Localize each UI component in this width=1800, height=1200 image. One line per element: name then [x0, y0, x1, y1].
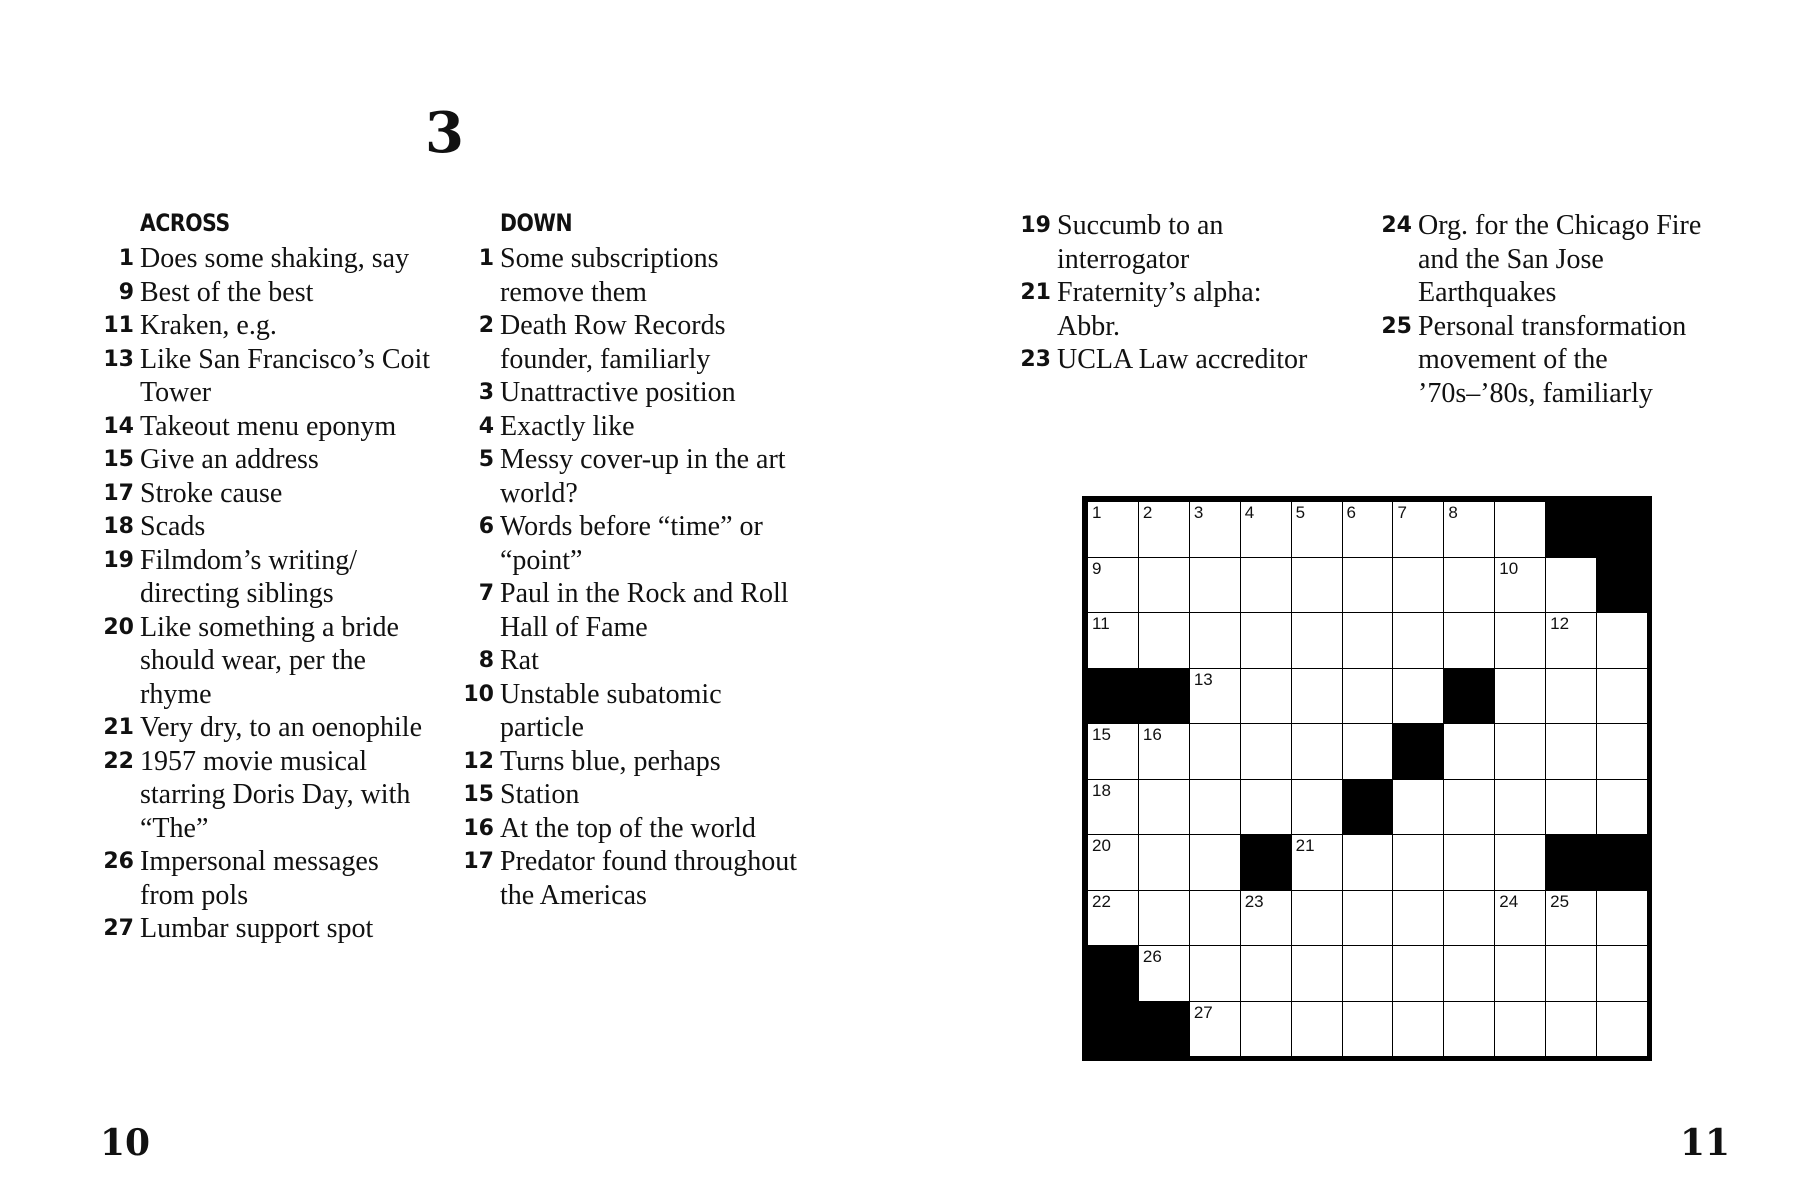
clue-text: Unattractive position: [500, 377, 736, 408]
clue-text: Turns blue, perhaps: [500, 745, 721, 777]
grid-cell[interactable]: [1545, 945, 1597, 1002]
cell-number: 26: [1142, 947, 1162, 966]
clue-item: [460, 745, 800, 779]
across-clues: [100, 208, 440, 946]
clue-text: At the top of the world: [500, 812, 756, 844]
clue-text: Does some shaking, say: [140, 243, 410, 274]
clue-number: 1: [118, 246, 134, 271]
grid-cell[interactable]: [1494, 501, 1546, 558]
grid-cell[interactable]: [1545, 1001, 1597, 1058]
grid-cell[interactable]: [1443, 612, 1495, 669]
clue-item: [460, 443, 800, 510]
clue-item: [1378, 310, 1718, 411]
page-number-left: 10: [100, 1122, 151, 1164]
grid-cell[interactable]: [1494, 945, 1546, 1002]
clue-text: 1957 movie musical starring Doris Day, with “The”: [140, 745, 411, 844]
clue-number: 9: [118, 279, 134, 305]
down-clues: [460, 208, 800, 912]
grid-cell[interactable]: [1138, 834, 1190, 891]
cell-number: 10: [1499, 558, 1519, 578]
clue-text: Kraken, e.g.: [140, 310, 277, 341]
grid-cell[interactable]: [1392, 668, 1444, 725]
clue-item: [100, 343, 440, 410]
cell-number: 18: [1092, 780, 1111, 800]
down-heading: DOWN: [500, 209, 573, 237]
clue-number: 21: [1020, 280, 1051, 305]
cell-number: 23: [1244, 891, 1264, 911]
grid-block: [1596, 557, 1648, 614]
grid-cell[interactable]: [1291, 945, 1343, 1002]
clue-item: [460, 309, 800, 376]
grid-block: [1596, 501, 1648, 558]
clue-text: Paul in the Rock and Roll Hall of Fame: [500, 578, 789, 643]
cell-number: 20: [1092, 836, 1111, 855]
clue-number: 8: [478, 648, 494, 673]
grid-cell[interactable]: [1342, 945, 1394, 1002]
clue-item: [1017, 276, 1317, 343]
grid-cell[interactable]: [1392, 890, 1444, 947]
grid-cell[interactable]: [1392, 501, 1444, 558]
clue-number: 22: [103, 748, 134, 774]
clue-number: 20: [103, 614, 134, 640]
grid-cell[interactable]: [1189, 723, 1241, 780]
grid-block: [1138, 668, 1190, 725]
clue-number: 17: [103, 480, 134, 506]
cell-number: 27: [1193, 1002, 1213, 1022]
grid-cell[interactable]: [1494, 1001, 1546, 1058]
grid-cell[interactable]: [1087, 557, 1139, 614]
grid-block: [1545, 834, 1597, 891]
grid-cell[interactable]: [1494, 557, 1546, 614]
grid-cell[interactable]: [1392, 779, 1444, 836]
clue-text: Personal transformation movement of the ’70s–’80s, familiarly: [1418, 310, 1687, 409]
clue-number: 14: [103, 413, 134, 439]
clue-text: Fraternity’s alpha: Abbr.: [1057, 277, 1262, 342]
grid-block: [1087, 945, 1139, 1002]
grid-cell[interactable]: [1087, 834, 1139, 891]
clue-number: 21: [103, 715, 134, 740]
clue-text: Succumb to an interrogator: [1057, 210, 1224, 275]
clue-item: [460, 644, 800, 678]
grid-cell[interactable]: [1596, 945, 1648, 1002]
grid-cell[interactable]: [1138, 557, 1190, 614]
grid-cell[interactable]: [1443, 945, 1495, 1002]
grid-cell[interactable]: [1138, 501, 1190, 558]
grid-cell[interactable]: [1443, 501, 1495, 558]
puzzle-number: 3: [425, 100, 464, 166]
clue-text: Takeout menu eponym: [140, 410, 397, 442]
grid-cell[interactable]: [1596, 779, 1648, 836]
grid-cell[interactable]: [1087, 723, 1139, 780]
clue-number: 19: [1020, 213, 1051, 238]
grid-block: [1392, 723, 1444, 780]
clue-text: Like something a bride should wear, per the rhyme: [140, 611, 399, 710]
clue-number: 16: [463, 815, 494, 841]
grid-cell[interactable]: [1138, 612, 1190, 669]
grid-cell[interactable]: [1291, 779, 1343, 836]
cell-number: 8: [1448, 503, 1458, 522]
clue-item: [460, 577, 800, 644]
clue-number: 15: [463, 782, 494, 807]
clue-text: Best of the best: [140, 276, 314, 308]
grid-cell[interactable]: [1596, 612, 1648, 669]
grid-cell[interactable]: [1342, 1001, 1394, 1058]
cell-number: 13: [1193, 669, 1213, 689]
grid-cell[interactable]: [1240, 668, 1292, 725]
grid-cell[interactable]: [1596, 723, 1648, 780]
clue-text: Death Row Records founder, familiarly: [500, 310, 726, 375]
grid-cell[interactable]: [1189, 1001, 1241, 1058]
grid-cell[interactable]: [1545, 890, 1597, 947]
grid-cell[interactable]: [1392, 834, 1444, 891]
clue-item: [100, 912, 440, 946]
grid-cell[interactable]: [1342, 612, 1394, 669]
grid-cell[interactable]: [1342, 723, 1394, 780]
grid-cell[interactable]: [1291, 557, 1343, 614]
grid-cell[interactable]: [1189, 945, 1241, 1002]
grid-cell[interactable]: [1342, 890, 1394, 947]
clue-item: [100, 443, 440, 477]
grid-cell[interactable]: [1494, 779, 1546, 836]
clue-item: [100, 745, 440, 846]
cell-number: 5: [1295, 503, 1306, 522]
grid-cell[interactable]: [1342, 501, 1394, 558]
grid-cell[interactable]: [1240, 1001, 1292, 1058]
clue-text: Lumbar support spot: [140, 913, 374, 944]
cell-number: 4: [1244, 503, 1255, 522]
cell-number: 1: [1092, 503, 1102, 522]
cell-number: 22: [1092, 891, 1111, 911]
grid-cell[interactable]: [1494, 834, 1546, 891]
grid-cell[interactable]: [1392, 945, 1444, 1002]
clue-number: 15: [103, 447, 134, 472]
clue-number: 25: [1381, 313, 1412, 339]
clue-text: Rat: [500, 645, 539, 676]
clue-number: 24: [1381, 213, 1412, 238]
clue-item: [460, 812, 800, 846]
clue-number: 7: [478, 581, 494, 606]
grid-cell[interactable]: [1545, 612, 1597, 669]
clue-item: [1017, 343, 1317, 377]
grid-block: [1342, 779, 1394, 836]
grid-cell[interactable]: [1240, 890, 1292, 947]
grid-cell[interactable]: [1087, 779, 1139, 836]
grid-cell[interactable]: [1596, 890, 1648, 947]
grid-cell[interactable]: [1189, 501, 1241, 558]
grid-cell[interactable]: [1138, 779, 1190, 836]
grid-block: [1443, 668, 1495, 725]
clue-number: 13: [103, 346, 134, 372]
clue-item: [460, 778, 800, 812]
grid-cell[interactable]: [1291, 1001, 1343, 1058]
grid-cell[interactable]: [1189, 890, 1241, 947]
clue-text: Scads: [140, 511, 206, 542]
grid-cell[interactable]: [1291, 668, 1343, 725]
clue-item: [100, 477, 440, 511]
clue-number: 18: [103, 514, 134, 539]
grid-block: [1138, 1001, 1190, 1058]
grid-cell[interactable]: [1291, 723, 1343, 780]
clue-item: [100, 242, 440, 276]
grid-cell[interactable]: [1545, 668, 1597, 725]
across-heading: ACROSS: [140, 209, 230, 237]
clue-number: 11: [103, 313, 134, 338]
grid-cell[interactable]: [1494, 890, 1546, 947]
clue-number: 10: [463, 681, 494, 707]
grid-cell[interactable]: [1342, 668, 1394, 725]
clue-number: 2: [478, 313, 494, 338]
clue-text: Like San Francisco’s Coit Tower: [140, 343, 431, 408]
clue-number: 17: [463, 849, 494, 874]
grid-cell[interactable]: [1596, 1001, 1648, 1058]
clue-text: Give an address: [140, 444, 319, 475]
clue-number: 12: [463, 748, 494, 774]
down-clues-continued-2: [1378, 209, 1718, 410]
crossword-grid: [1082, 496, 1652, 1061]
clue-text: Exactly like: [500, 410, 635, 442]
cell-number: 7: [1397, 503, 1407, 522]
grid-cell[interactable]: [1138, 945, 1190, 1002]
grid-cell[interactable]: [1087, 890, 1139, 947]
clue-number: 26: [103, 849, 134, 874]
clue-item: [100, 845, 440, 912]
clue-item: [100, 410, 440, 444]
grid-cell[interactable]: [1545, 557, 1597, 614]
grid-cell[interactable]: [1392, 1001, 1444, 1058]
clue-item: [460, 410, 800, 444]
grid-cell[interactable]: [1596, 668, 1648, 725]
clue-item: [460, 376, 800, 410]
cell-number: 12: [1550, 614, 1570, 633]
down-clue-list-2: [1017, 209, 1317, 377]
clue-item: [100, 510, 440, 544]
clue-item: [1378, 209, 1718, 310]
clue-text: Org. for the Chicago Fire and the San Jose Earthquakes: [1418, 210, 1702, 308]
clue-text: Messy cover-up in the art world?: [500, 444, 786, 509]
grid-cell[interactable]: [1240, 945, 1292, 1002]
cell-number: 16: [1142, 725, 1162, 744]
grid-cell[interactable]: [1240, 501, 1292, 558]
cell-number: 6: [1346, 503, 1356, 522]
grid-cell[interactable]: [1443, 723, 1495, 780]
grid-cell[interactable]: [1443, 779, 1495, 836]
cell-number: 9: [1092, 558, 1102, 578]
clue-number: 4: [478, 413, 494, 439]
grid-cell[interactable]: [1189, 834, 1241, 891]
grid-cell[interactable]: [1189, 612, 1241, 669]
grid-cell[interactable]: [1189, 779, 1241, 836]
across-clue-list: [100, 242, 440, 946]
grid-block: [1087, 1001, 1139, 1058]
grid-cell[interactable]: [1087, 501, 1139, 558]
grid-block: [1545, 501, 1597, 558]
grid-cell[interactable]: [1494, 668, 1546, 725]
cell-number: 24: [1499, 891, 1519, 911]
clue-number: 3: [478, 380, 494, 405]
grid-block: [1240, 834, 1292, 891]
grid-cell[interactable]: [1291, 501, 1343, 558]
grid-block: [1087, 668, 1139, 725]
grid-cell[interactable]: [1189, 557, 1241, 614]
grid-cell[interactable]: [1342, 557, 1394, 614]
cell-number: 3: [1193, 503, 1204, 522]
clue-number: 27: [103, 916, 134, 941]
cell-number: 21: [1295, 836, 1315, 855]
grid-cell[interactable]: [1443, 1001, 1495, 1058]
grid-cell[interactable]: [1392, 612, 1444, 669]
grid-cell[interactable]: [1189, 668, 1241, 725]
grid-cell[interactable]: [1087, 612, 1139, 669]
grid-cell[interactable]: [1494, 612, 1546, 669]
clue-number: 1: [478, 246, 494, 271]
grid-cell[interactable]: [1545, 779, 1597, 836]
cell-number: 25: [1550, 891, 1570, 911]
clue-text: Impersonal messages from pols: [140, 846, 379, 911]
grid-cell[interactable]: [1291, 834, 1343, 891]
clue-text: Very dry, to an oenophile: [140, 712, 422, 743]
grid-cell[interactable]: [1138, 890, 1190, 947]
down-clues-continued: [1017, 209, 1317, 377]
grid-cell[interactable]: [1494, 723, 1546, 780]
page-number-right: 11: [1680, 1122, 1731, 1164]
clue-item: [460, 242, 800, 309]
clue-text: Station: [500, 779, 580, 810]
grid-cell[interactable]: [1443, 890, 1495, 947]
clue-item: [100, 711, 440, 745]
grid-cell[interactable]: [1240, 779, 1292, 836]
clue-text: Predator found throughout the Americas: [500, 846, 798, 911]
grid-cell[interactable]: [1443, 834, 1495, 891]
clue-item: [1017, 209, 1317, 276]
clue-number: 6: [478, 514, 494, 539]
clue-number: 19: [103, 547, 134, 573]
clue-number: 5: [478, 447, 494, 472]
clue-text: UCLA Law accreditor: [1057, 344, 1308, 375]
clue-item: [100, 309, 440, 343]
clue-item: [460, 845, 800, 912]
grid-cell[interactable]: [1291, 890, 1343, 947]
clue-item: [460, 678, 800, 745]
clue-item: [100, 544, 440, 611]
clue-text: Filmdom’s writing/ directing siblings: [140, 544, 358, 609]
cell-number: 2: [1142, 503, 1153, 522]
clue-item: [460, 510, 800, 577]
clue-item: [100, 276, 440, 310]
clue-text: Stroke cause: [140, 477, 283, 509]
grid-cell[interactable]: [1545, 723, 1597, 780]
down-clue-list: [460, 242, 800, 912]
cell-number: 11: [1092, 614, 1110, 633]
grid-cell[interactable]: [1392, 557, 1444, 614]
grid-block: [1596, 834, 1648, 891]
grid-cell[interactable]: [1443, 557, 1495, 614]
grid-cell[interactable]: [1342, 834, 1394, 891]
clue-item: [100, 611, 440, 712]
grid-cell[interactable]: [1240, 612, 1292, 669]
clue-number: 23: [1020, 347, 1051, 372]
grid-cell[interactable]: [1240, 723, 1292, 780]
clue-text: Unstable subatomic particle: [500, 678, 722, 743]
grid-cell[interactable]: [1138, 723, 1190, 780]
grid-cell[interactable]: [1240, 557, 1292, 614]
clue-text: Some subscriptions remove them: [500, 243, 719, 308]
grid-cell[interactable]: [1291, 612, 1343, 669]
clue-text: Words before “time” or “point”: [500, 511, 763, 576]
cell-number: 15: [1092, 725, 1111, 744]
down-clue-list-3: [1378, 209, 1718, 410]
